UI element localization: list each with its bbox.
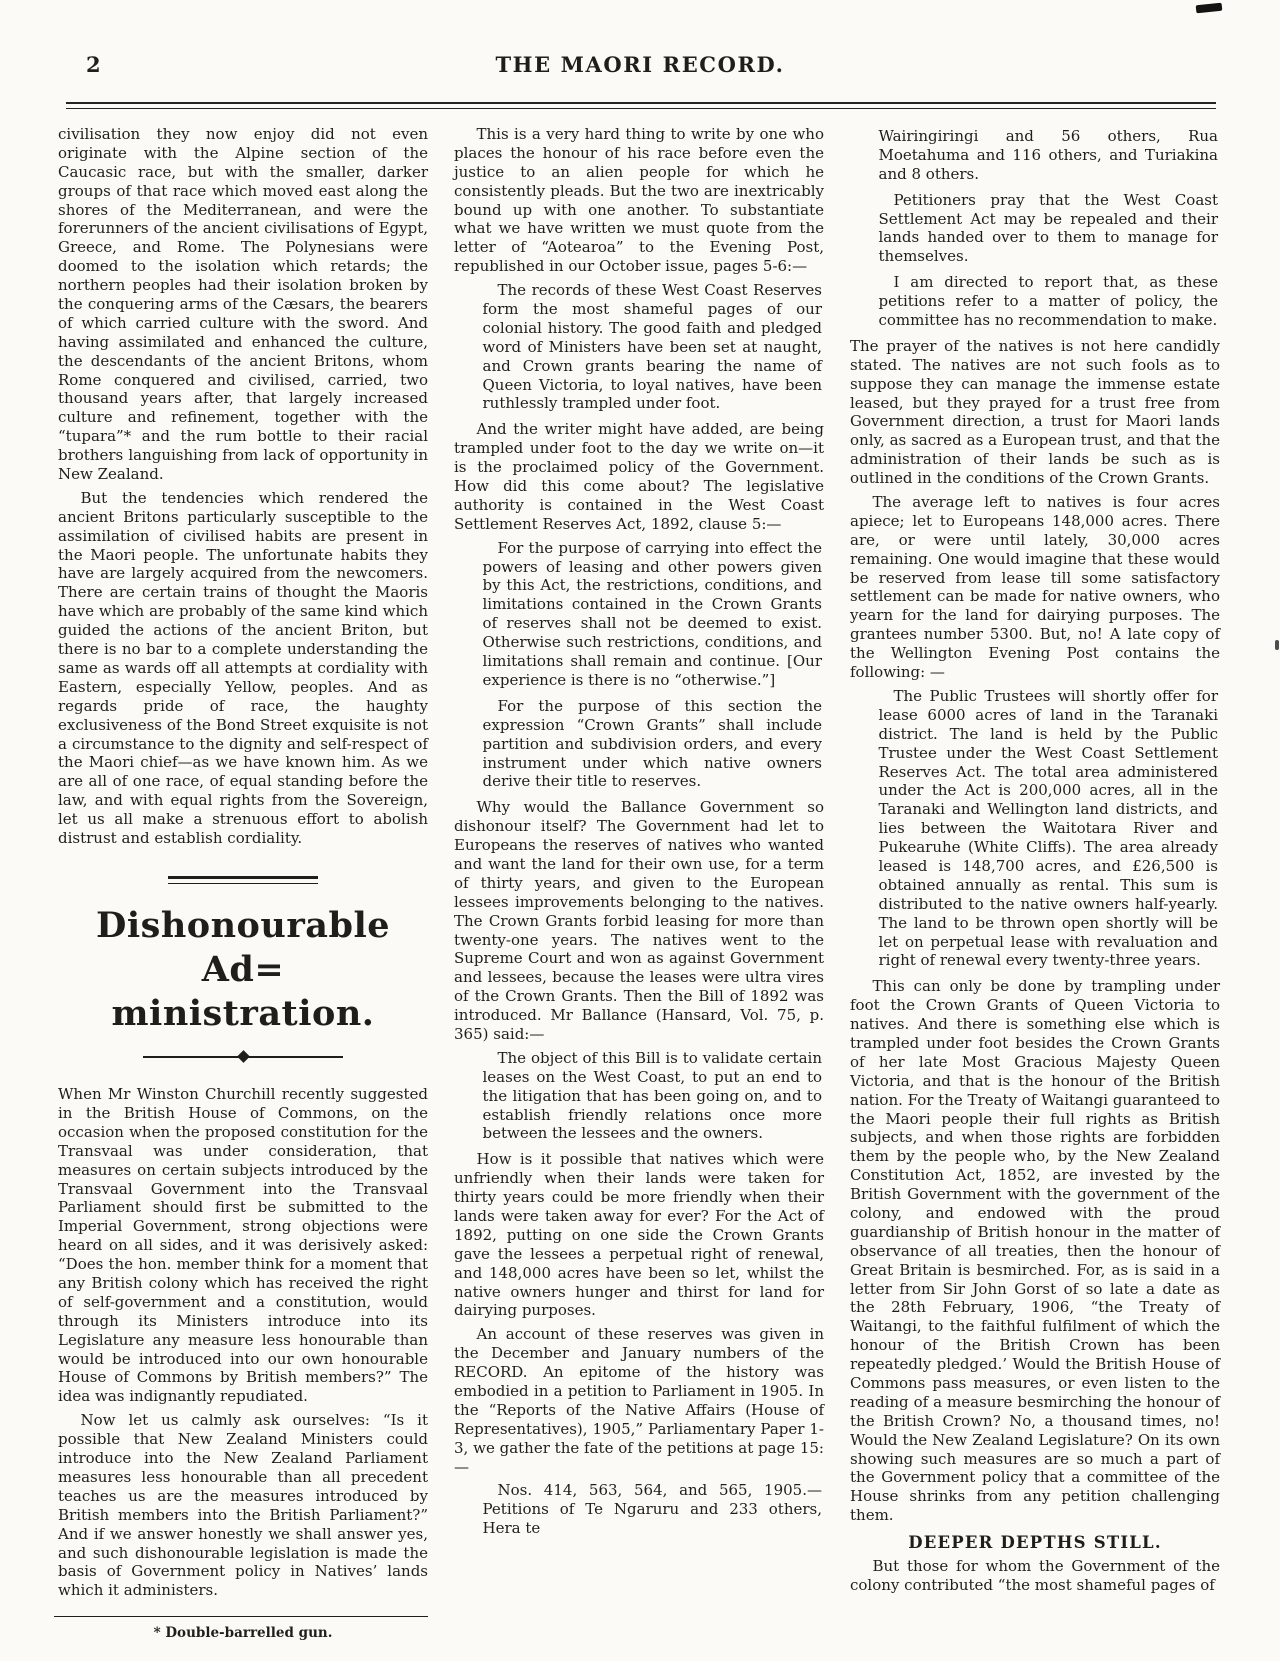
rule-line	[143, 1056, 240, 1058]
footnote-rule	[54, 1616, 428, 1617]
paragraph: An account of these reserves was given in the December and January numbers of the RECORD. An epitome of the history was embodied in a petition to Parliament in 1905. In the “Reports of the Native Affairs (House of Representatives), 1905,” Parliamentary Paper 1-3, we gather the fate of the petitions at page 15:—	[454, 1325, 824, 1476]
article-title-line2: ministration.	[111, 993, 375, 1035]
paragraph: Why would the Ballance Government so dishonour itself? The Government had let to Europeans the reserves of natives who wanted and want the land for their own use, for a term of thirty years, and given to the European lessees improvements belonging to the natives. The Crown Grants forbid leasing for more than twenty-one years. The natives went to the Supreme Court and won as against Government and lessees, because the leases were ultra vires of the Crown Grants. Then the Bill of 1892 was introduced. Mr Ballance (Hansard, Vol. 75, p. 365) said:—	[454, 798, 824, 1043]
paragraph: This is a very hard thing to write by one who places the honour of his race before even the justice to an alien people for which he consistently pleads. But the two are inextricably bound up with one another. To substantiate what we have written we must quote from the letter of “Aotearoa” to the Evening Post, republished in our October issue, pages 5-6:—	[454, 125, 824, 276]
rule-line	[247, 1056, 344, 1058]
paragraph: The prayer of the natives is not here candidly stated. The natives are not such fools as to suppose they can manage the immense estate leased, but they prayed for a trust free from Government direction, a trust for Maori lands only, as sacred as a European trust, and that the administration of their lands be such as is outlined in the conditions of the Crown Grants.	[850, 336, 1220, 488]
column-1	[58, 125, 428, 1642]
paragraph: Now let us calmly ask ourselves: “Is it possible that New Zealand Ministers could introduce into the New Zealand Parliament measures less honourable than all precedent teaches us are the measures introduced by British members into the British Parliament?” And if we answer honestly we shall answer yes, and such dishonourable legislation is made the basis of Government policy in Natives’ lands which it administers.	[58, 1411, 428, 1600]
masthead-title: THE MAORI RECORD.	[495, 52, 785, 77]
quoted-passage: Petitioners pray that the West Coast Settlement Act may be repealed and their lands handed over to them to manage for themselves.	[878, 190, 1218, 266]
article-title-line1: Dishonourable Ad=	[95, 904, 391, 990]
scan-artifact	[1275, 640, 1279, 650]
diamond-rule	[143, 1052, 343, 1061]
sub-section-heading: DEEPER DEPTHS STILL.	[908, 1533, 1162, 1553]
section-divider-double-rule	[168, 876, 318, 884]
quoted-passage: For the purpose of this section the expression “Crown Grants” shall include partition and subdivision orders, and every instrument under which native owners derive their title to reserves.	[482, 696, 822, 791]
quoted-passage: The records of these West Coast Reserves form the most shameful pages of our colonial history. The good faith and pledged word of Ministers have been set at naught, and Crown grants bearing the name of Queen Victoria, to loyal natives, have been ruthlessly trampled under foot.	[482, 281, 822, 413]
article-title	[58, 904, 428, 1036]
diamond-ornament	[237, 1050, 250, 1063]
page-number: 2	[86, 52, 101, 77]
quoted-passage-continued: Wairingiringi and 56 others, Rua Moetahuma and 116 others, and Turiakina and 8 others.	[878, 127, 1218, 183]
quoted-passage: I am directed to report that, as these petitions refer to a matter of policy, the committee has no recommendation to make.	[878, 273, 1218, 330]
paragraph: How is it possible that natives which were unfriendly when their lands were taken for thirty years could be more friendly when their lands were taken away for ever? For the Act of 1892, putting on one side the Crown Grants gave the lessees a perpetual right of renewal, and 148,000 acres have been so let, whilst the native owners hunger and thirst for land for dairying purposes.	[454, 1150, 824, 1320]
paragraph: The average left to natives is four acres apiece; let to Europeans 148,000 acres. There are, or were until lately, 30,000 acres remaining. One would imagine that these would be reserved from lease till some satisfactory settlement can be made for native owners, who yearn for the land for dairying purposes. The grantees number 5300. But, no! A late copy of the Wellington Evening Post contains the following: —	[850, 493, 1220, 682]
quoted-passage: Nos. 414, 563, 564, and 565, 1905.—Petitions of Te Ngaruru and 233 others, Hera te	[482, 1481, 822, 1538]
column-2	[454, 125, 824, 1642]
text-columns	[58, 125, 1220, 1642]
paragraph: But those for whom the Government of the colony contributed “the most shameful pages of	[850, 1556, 1220, 1594]
quoted-passage: The object of this Bill is to validate certain leases on the West Coast, to put an end to the litigation that has been going on, and to establish friendly relations once more between the lessees and the owners.	[482, 1048, 822, 1143]
paragraph: But the tendencies which rendered the ancient Britons particularly susceptible to the assimilation of civilised habits are present in the Maori people. The unfortunate habits they have are largely acquired from the newcomers. There are certain trains of thought the Maoris have which are probably of the same kind which guided the actions of the ancient Briton, but there is no bar to a complete understanding the same as wards off all attempts at cordiality with Eastern, especially Yellow, peoples. And as regards pride of race, the haughty exclusiveness of the Bond Street exquisite is not a circumstance to the dignity and self-respect of the Maori chief—as we have known him. As we are all of one race, of equal standing before the law, and with equal rights from the Sovereign, let us all make a strenuous effort to abolish distrust and establish cordiality.	[58, 488, 428, 847]
paragraph: This can only be done by trampling under foot the Crown Grants of Queen Victoria to natives. And there is something else which is trampled under foot besides the Crown Grants of her late Most Gracious Majesty Queen Victoria, and that is the honour of the British nation. For the Treaty of Waitangi guaranteed to the Maori people their full rights as British subjects, and when those rights are forbidden them by the people who, by the New Zealand Constitution Act, 1852, are invested by the British Government with the government of the colony, and endowed with the proud guardianship of British honour in the matter of observance of all treaties, then the honour of Great Britain is besmirched. For, as is said in a letter from Sir John Gorst of so late a date as the 28th February, 1906, “the Treaty of Waitangi, to the faithful fulfilment of which the honour of the British Crown has been repeatedly pledged.’ Would the British House of Commons pass measures, or even listen to the reading of a measure besmirching the honour of the British Crown? No, a thousand times, no! Would the New Zealand Legislature? On its own showing such measures are so much a part of the Government policy that a committee of the House shrinks from any petition challenging them.	[850, 977, 1221, 1525]
paragraph: civilisation they now enjoy did not even originate with the Alpine section of the Caucasic race, but with the smaller, darker groups of that race which moved east along the shores of the Mediterranean, and were the forerunners of the ancient civilisations of Egypt, Greece, and Rome. The Polynesians were doomed to the isolation which retards; the northern peoples had their isolation broken by the conquering arms of the Cæsars, the bearers of which carried culture with the sword. And having assimilated and enhanced the culture, the descendants of the ancient Britons, whom Rome conquered and civilised, carried, two thousand years after, that largely increased culture and refinement, together with the “tupara”* and the rum bottle to their racial brothers languishing from lack of opportunity in New Zealand.	[58, 125, 428, 484]
page-header	[64, 0, 1216, 98]
paragraph: When Mr Winston Churchill recently suggested in the British House of Commons, on the occasion when the proposed constitution for the Transvaal was under consideration, that measures on certain subjects introduced by the Transvaal Government into the Transvaal Parliament should first be submitted to the Imperial Government, strong objections were heard on all sides, and it was derisively asked: “Does the hon. member think for a moment that any British colony which has received the right of self-government and a constitution, would through its Ministers introduce into its Legislature any measure less honourable than would be introduced into our own honourable House of Commons by British members?” The idea was indignantly repudiated.	[58, 1085, 428, 1406]
column-3	[850, 125, 1220, 1642]
footnote: * Double-barrelled gun.	[153, 1625, 333, 1642]
paragraph: And the writer might have added, are being trampled under foot to the day we write on—it is the proclaimed policy of the Government. How did this come about? The legislative authority is contained in the West Coast Settlement Reserves Act, 1892, clause 5:—	[454, 420, 824, 533]
header-double-rule	[66, 102, 1216, 109]
quoted-passage: For the purpose of carrying into effect the powers of leasing and other powers given by this Act, the restrictions, conditions, and limitations contained in the Crown Grants of reserves shall not be deemed to exist. Otherwise such restrictions, conditions, and limitations shall remain and continue. [Our experience is there is no “otherwise.”]	[482, 538, 822, 689]
quoted-passage: The Public Trustees will shortly offer for lease 6000 acres of land in the Taranaki district. The land is held by the Public Trustee under the West Coast Settlement Reserves Act. The total area administered under the Act is 200,000 acres, all in the Taranaki and Wellington land districts, and lies between the Waitotara River and Pukearuhe (White Cliffs). The area already leased is 148,700 acres, and £26,500 is obtained annually as rental. This sum is distributed to the native owners half-yearly. The land to be thrown open shortly will be let on perpetual lease with revaluation and right of renewal every twenty-three years.	[878, 686, 1218, 970]
